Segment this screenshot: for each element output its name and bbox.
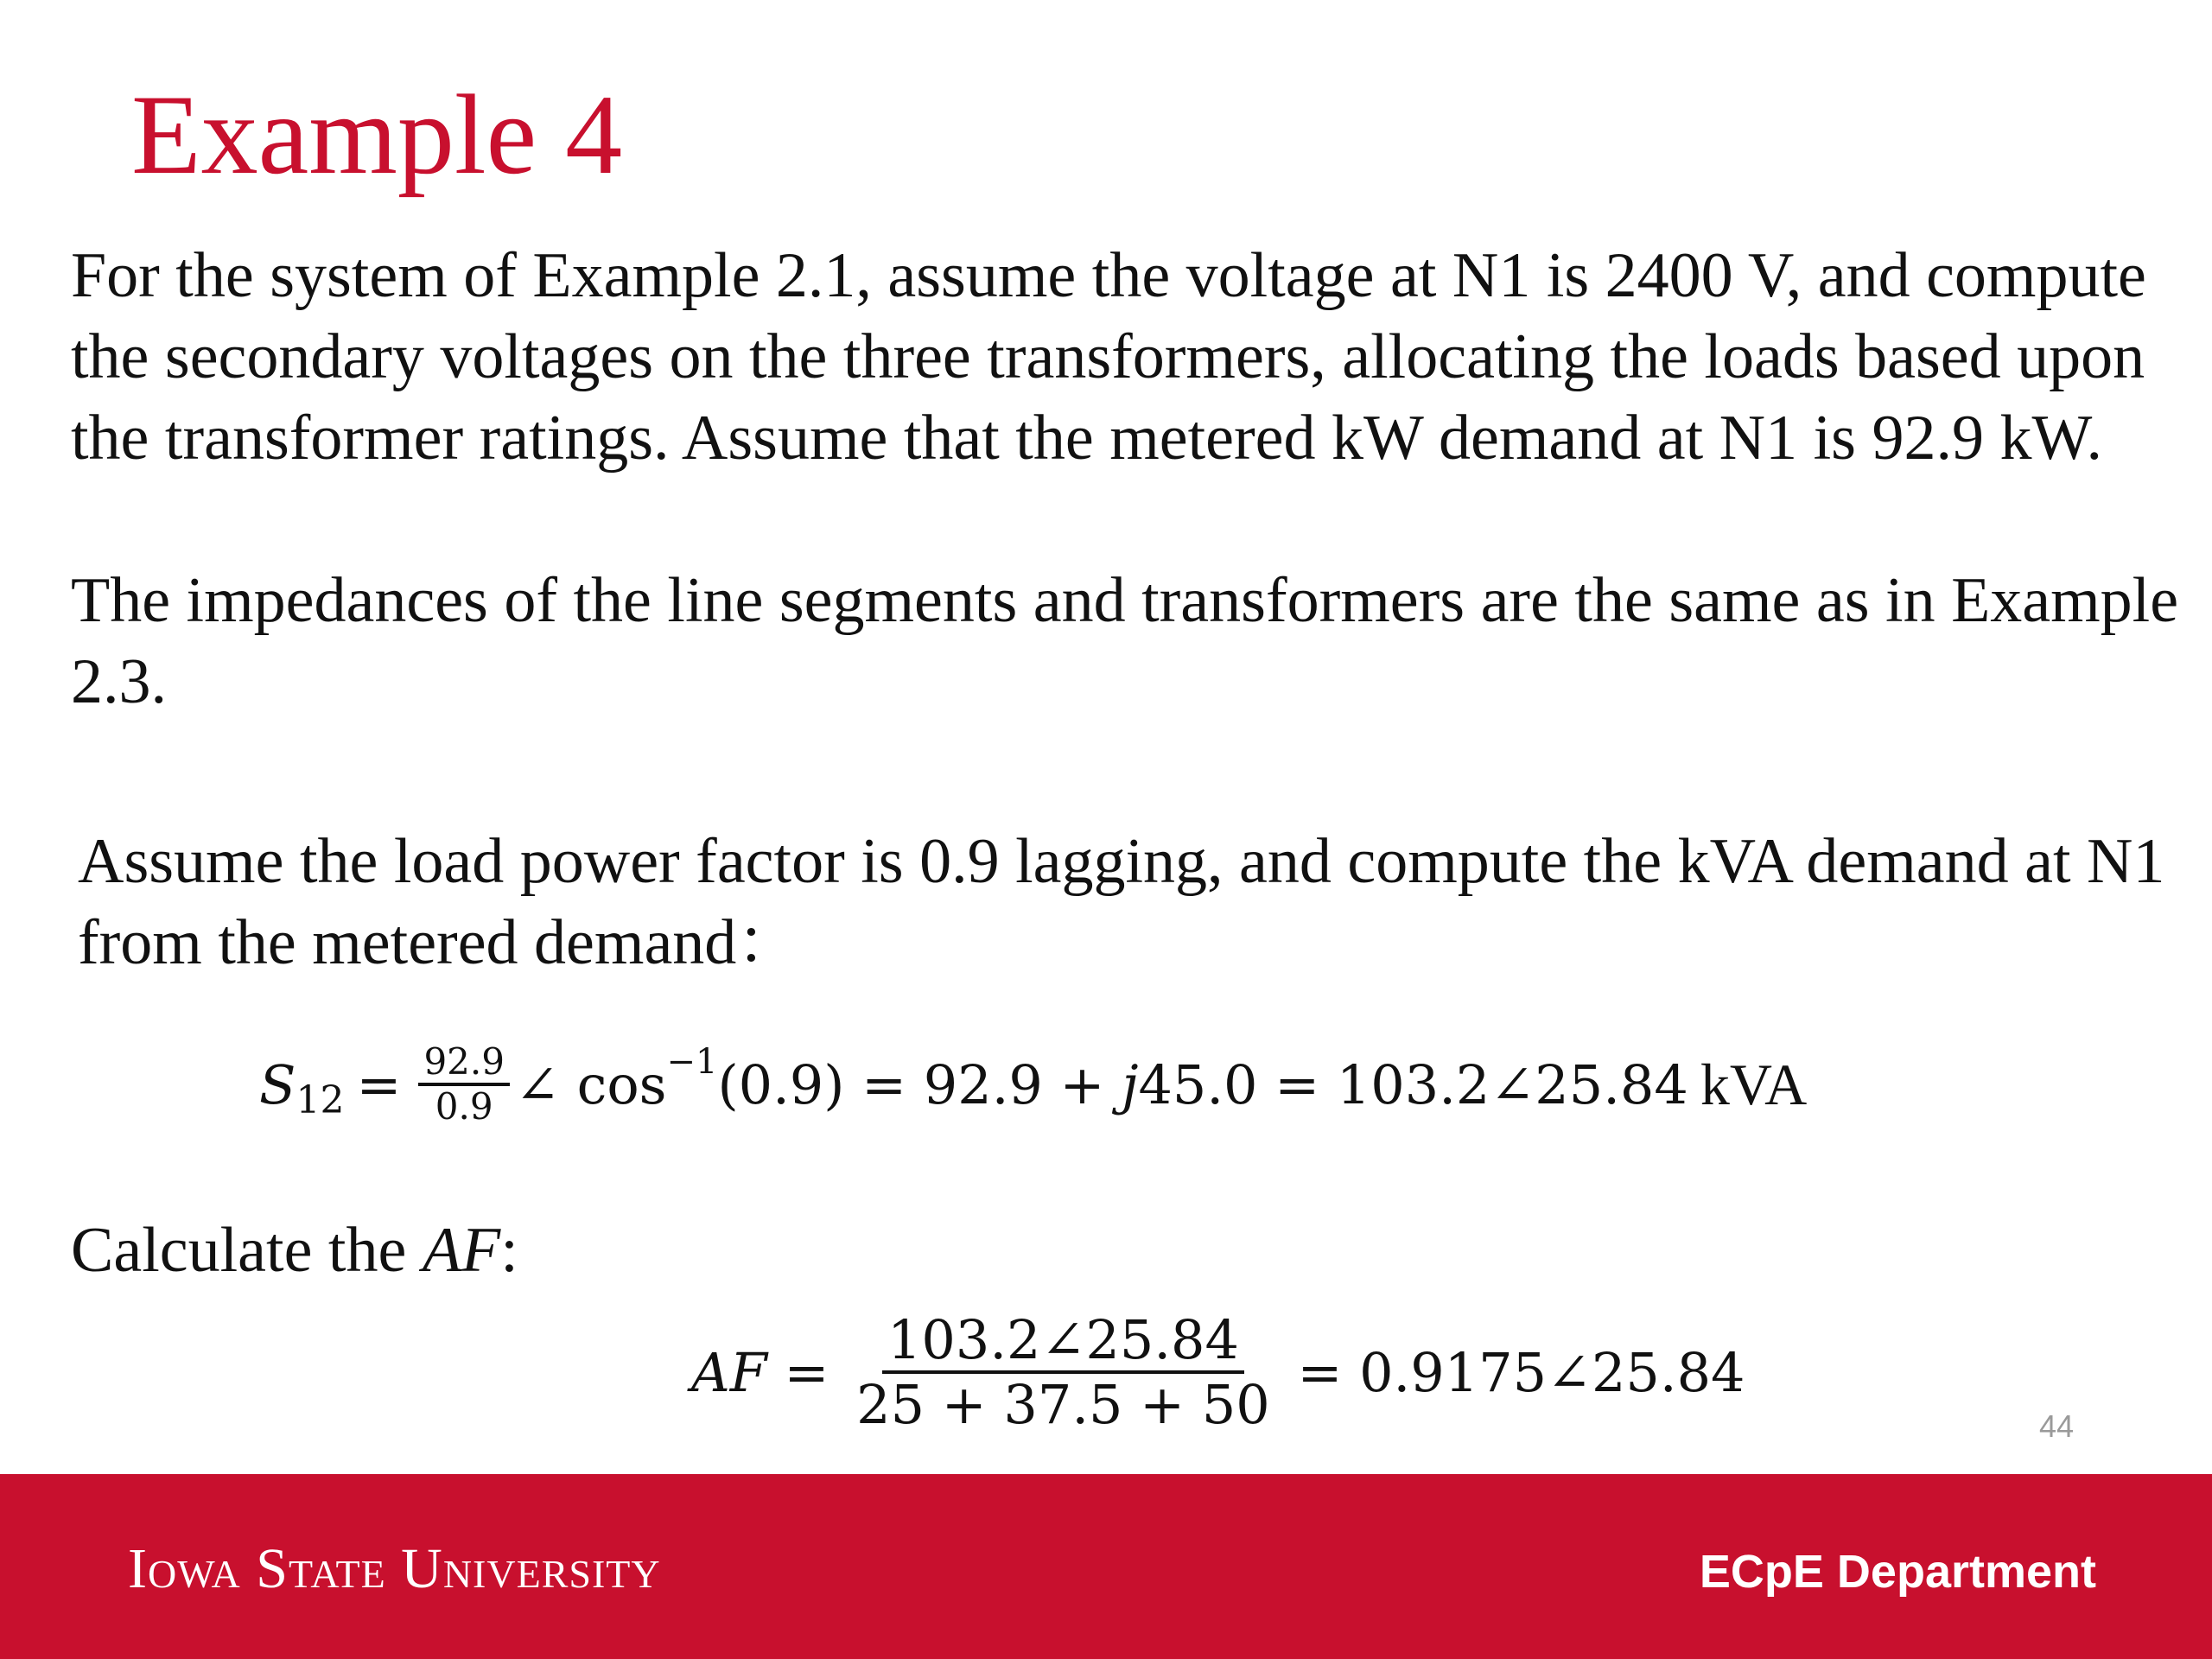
allocation-factor-equation — [691, 1286, 1745, 1459]
slide-title: Example 4 — [131, 71, 623, 198]
eq2-lhs: AF — [691, 1340, 767, 1404]
eq2-result: = 0.9175∠25.84 — [1280, 1340, 1745, 1404]
eq2-fraction-numerator: 103.2∠25.84 — [882, 1309, 1244, 1374]
kva-demand-equation: S 12 = $\frac{92.9}{0.9}$ ∠ cos −1 (0.9) = 92.9 + j 45.0 = 103.2∠25.84 kVA — [259, 1039, 1808, 1128]
eq1-lhs-symbol: S — [259, 1052, 296, 1116]
calculate-af-label — [71, 1210, 518, 1291]
impedance-note: The impedances of the line segments and transformers are the same as in Example 2.3. — [71, 565, 2179, 717]
power-factor-instruction: Assume the load power factor is 0.9 lagging, and compute the kVA demand at N1 from the metered demand： — [78, 826, 2165, 978]
eq1-fraction-denominator: 0.9 — [435, 1085, 493, 1128]
eq1-result: 45.0 = 103.2∠25.84 — [1138, 1052, 1688, 1116]
eq1-superscript: −1 — [666, 1042, 718, 1082]
eq1-unit: kVA — [1700, 1051, 1808, 1117]
problem-statement: For the system of Example 2.1, assume the voltage at N1 is 2400 V, and compute the secondary voltages on the three transformers, allocating the loads based upon the transformer ratings. Assume that the metered kW demand at N1 is 92.9 kW. — [71, 240, 2146, 474]
eq1-lhs-subscript: 12 — [296, 1077, 345, 1122]
page-number: 44 — [2039, 1408, 2075, 1444]
calc-label-variable: AF — [422, 1215, 501, 1286]
eq2-equals: = — [766, 1340, 847, 1404]
eq2-fraction — [851, 1309, 1275, 1436]
eq1-angle-function: ∠ cos — [514, 1052, 667, 1116]
department-label: ECpE Department — [1699, 1546, 2096, 1598]
footer-bar — [0, 1474, 2212, 1659]
university-wordmark: Iowa State University — [128, 1537, 661, 1600]
eq1-fraction-numerator: 92.9 — [418, 1041, 510, 1086]
calc-label-suffix: : — [500, 1215, 518, 1286]
eq1-argument: (0.9) = 92.9 + — [717, 1052, 1122, 1116]
eq1-fraction — [418, 1041, 510, 1128]
calc-label-prefix: Calculate the — [71, 1215, 423, 1286]
eq2-fraction-denominator: 25 + 37.5 + 50 — [856, 1373, 1270, 1436]
eq1-imaginary-unit: j — [1122, 1052, 1139, 1116]
